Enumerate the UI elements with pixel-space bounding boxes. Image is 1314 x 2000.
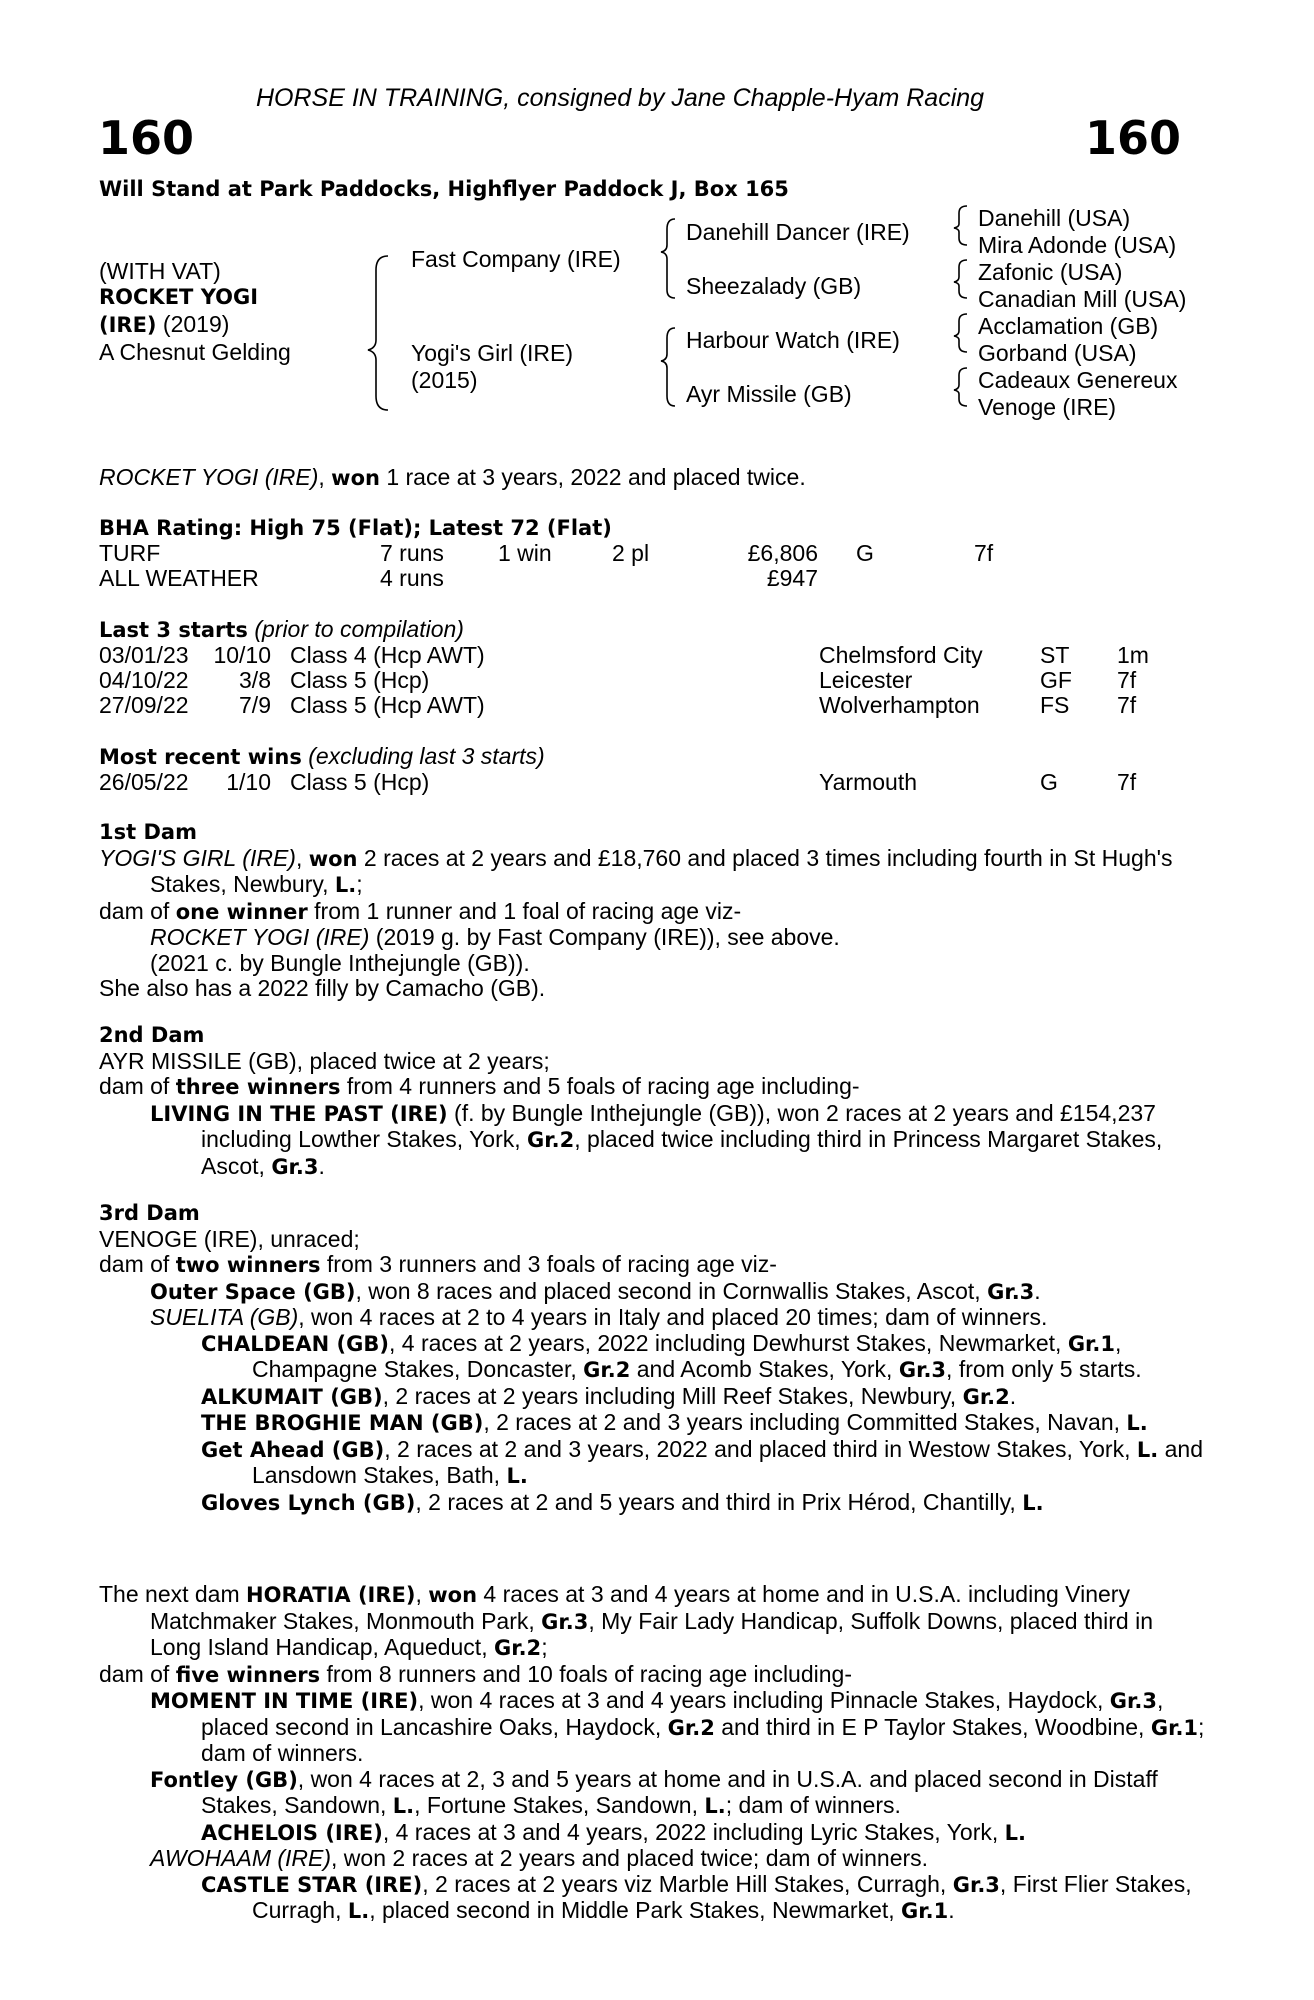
start-position: 3/8 [239,667,271,693]
start-course: Chelmsford City [819,642,983,668]
dam-entry: YOGI'S GIRL (IRE), won 2 races at 2 years and £18,760 and placed 3 times including fourth in St Hugh's Stakes, Newbury, L.; [99,844,1173,897]
pedigree-dam-sire: Harbour Watch (IRE) [686,327,900,353]
produce-summary: dam of five winners from 8 runners and 10 foals of racing age including- [99,1660,852,1687]
horse-origin-year: (IRE) (2019) [99,311,230,337]
start-course: Leicester [819,667,913,693]
pedigree-g7: Cadeaux Genereux [978,367,1178,393]
pedigree-g5: Acclamation (GB) [978,313,1159,339]
start-class: Class 5 (Hcp) [290,667,430,693]
pedigree-sire-sire: Danehill Dancer (IRE) [686,219,910,245]
pedigree-g3: Zafonic (USA) [978,259,1123,285]
section-heading: 3rd Dam [99,1201,200,1225]
pedigree-dam-year: (2015) [411,367,478,393]
win-distance: 7f [1117,769,1137,795]
start-position: 7/9 [239,692,271,718]
start-date: 03/01/23 [99,642,189,668]
start-going: FS [1040,692,1070,718]
pedigree-g8: Venoge (IRE) [978,394,1117,420]
produce-entry: Outer Space (GB), won 8 races and placed second in Cornwallis Stakes, Ascot, Gr.3. [150,1277,1041,1304]
win-position: 1/10 [226,769,271,795]
produce-entry: AWOHAAM (IRE), won 2 races at 2 years and placed twice; dam of winners. [150,1845,929,1871]
start-position: 10/10 [213,642,271,668]
next-dam-section [99,1582,1205,1925]
pedigree-sire: Fast Company (IRE) [411,246,621,272]
pedigree-dam-dam: Ayr Missile (GB) [686,381,852,407]
dam-entry: The next dam HORATIA (IRE), won 4 races at 3 and 4 years at home and in U.S.A. including Vinery Matchmaker Stakes, Monmouth Park, Gr.3, My Fair Lady Handicap, Suffolk Downs, placed third in Long Island Handicap, Aqueduct, Gr.2; [99,1581,1153,1660]
win-course: Yarmouth [819,769,918,795]
produce-entry: ROCKET YOGI (IRE) (2019 g. by Fast Company (IRE)), see above. [150,924,840,950]
pedigree-sire-dam: Sheezalady (GB) [686,273,862,299]
produce-entry: (2021 c. by Bungle Inthejungle (GB)). [150,949,530,976]
start-date: 27/09/22 [99,692,189,718]
pedigree-g1: Danehill (USA) [978,205,1131,231]
produce-summary: dam of three winners from 4 runners and 5 foals of racing age including- [99,1073,860,1099]
start-distance: 1m [1117,642,1149,668]
consignor-line: HORSE IN TRAINING, consigned by Jane Chapple-Hyam Racing [256,84,985,112]
start-class: Class 5 (Hcp AWT) [290,692,485,718]
race-summary: ROCKET YOGI (IRE), won 1 race at 3 years, 2022 and placed twice. [99,464,806,490]
lot-number-right: 160 [1085,111,1182,165]
start-distance: 7f [1117,692,1137,718]
rating-distance: 7f [974,540,994,566]
horse-name: ROCKET YOGI [99,285,259,309]
produce-entry: CASTLE STAR (IRE), 2 races at 2 years viz Marble Hill Stakes, Curragh, Gr.3, First Flier Stakes, Curragh, L., placed second in Middle Park Stakes, Newmarket, Gr.1. [201,1870,1192,1923]
dam-entry: VENOGE (IRE), unraced; [99,1225,360,1252]
produce-entry: SUELITA (GB), won 4 races at 2 to 4 years in Italy and placed 20 times; dam of winners. [150,1304,1048,1330]
pedigree-g4: Canadian Mill (USA) [978,286,1187,312]
rating-runs: 4 runs [380,565,444,591]
pedigree-dam: Yogi's Girl (IRE) [411,340,574,366]
stand-location: Will Stand at Park Paddocks, Highflyer Paddock J, Box 165 [99,177,789,201]
pedigree-g6: Gorband (USA) [978,340,1137,366]
produce-summary: dam of one winner from 1 runner and 1 foal of racing age viz- [99,897,742,924]
horse-description: A Chesnut Gelding [99,339,291,365]
start-going: ST [1040,642,1070,668]
rating-surface: TURF [99,540,161,566]
first-dam-section [99,820,1205,1002]
rating-placed: 2 pl [612,540,650,566]
rating-going: G [856,540,874,566]
second-dam-section [99,1023,1205,1180]
last-3-starts-heading: Last 3 starts (prior to compilation) [99,616,464,642]
produce-entry: LIVING IN THE PAST (IRE) (f. by Bungle Inthejungle (GB)), won 2 races at 2 years and £154,237 including Lowther Stakes, York, Gr.2, placed twice including third in Princess Margaret Stakes, Ascot, Gr.3. [150,1099,1163,1179]
win-going: G [1040,769,1058,795]
start-going: GF [1040,667,1072,693]
start-class: Class 4 (Hcp AWT) [290,642,485,668]
produce-entry: ALKUMAIT (GB), 2 races at 2 years including Mill Reef Stakes, Newbury, Gr.2. [201,1382,1017,1409]
rating-wins: 1 win [498,540,552,566]
win-class: Class 5 (Hcp) [290,769,430,795]
third-dam-section [99,1201,1205,1516]
rating-money: £6,806 [747,540,818,566]
produce-entry: MOMENT IN TIME (IRE), won 4 races at 3 and 4 years including Pinnacle Stakes, Haydock, Gr.3, placed second in Lancashire Oaks, Haydock, Gr.2 and third in E P Taylor Stakes, Woodbine, Gr.1; dam of winners. [150,1687,1205,1766]
section-heading: 1st Dam [99,820,197,844]
start-course: Wolverhampton [819,692,980,718]
vat-note: (WITH VAT) [99,258,221,284]
produce-entry: ACHELOIS (IRE), 4 races at 3 and 4 years, 2022 including Lyric Stakes, York, L. [201,1818,1026,1845]
pedigree-g2: Mira Adonde (USA) [978,232,1177,258]
dam-entry: AYR MISSILE (GB), placed twice at 2 years; [99,1047,550,1074]
rating-money: £947 [766,565,818,591]
produce-summary: dam of two winners from 3 runners and 3 foals of racing age viz- [99,1251,777,1277]
rating-surface: ALL WEATHER [99,565,259,591]
produce-entry: Fontley (GB), won 4 races at 2, 3 and 5 years at home and in U.S.A. and placed second in Distaff Stakes, Sandown, L., Fortune Stakes, Sandown, L.; dam of winners. [150,1765,1158,1818]
bha-rating: BHA Rating: High 75 (Flat); Latest 72 (Flat) [99,516,612,540]
produce-entry: THE BROGHIE MAN (GB), 2 races at 2 and 3 years including Committed Stakes, Navan, L. [201,1409,1148,1435]
start-date: 04/10/22 [99,667,189,693]
lot-number-left: 160 [98,111,195,165]
recent-wins-heading: Most recent wins (excluding last 3 starts) [99,743,545,769]
produce-entry: Gloves Lynch (GB), 2 races at 2 and 5 years and third in Prix Hérod, Chantilly, L. [201,1488,1044,1515]
produce-entry: Get Ahead (GB), 2 races at 2 and 3 years, 2022 and placed third in Westow Stakes, York, L. and Lansdown Stakes, Bath, L. [201,1435,1203,1488]
win-date: 26/05/22 [99,769,189,795]
rating-runs: 7 runs [380,540,444,566]
produce-entry: CHALDEAN (GB), 4 races at 2 years, 2022 including Dewhurst Stakes, Newmarket, Gr.1, Champagne Stakes, Doncaster, Gr.2 and Acomb Stakes, York, Gr.3, from only 5 starts. [201,1329,1142,1382]
start-distance: 7f [1117,667,1137,693]
produce-note: She also has a 2022 filly by Camacho (GB). [99,975,546,1001]
section-heading: 2nd Dam [99,1023,205,1047]
